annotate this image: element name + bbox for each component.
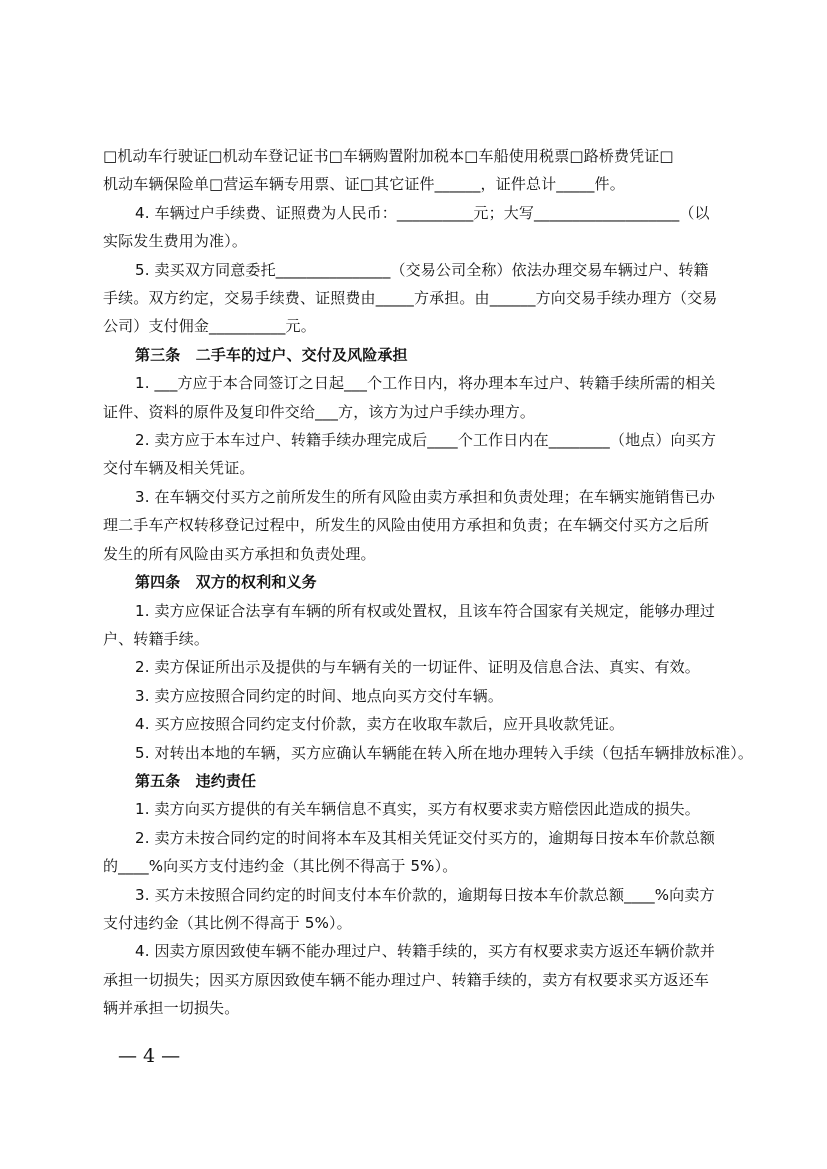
text-line: □机动车行驶证□机动车登记证书□车辆购置附加税本□车船使用税票□路桥费凭证□ <box>103 147 674 165</box>
text-line: 公司）支付佣金__________元。 <box>103 317 316 336</box>
text-line: 5. 卖买双方同意委托_______________（交易公司全称）依法办理交易车辆过户、转籍 <box>135 260 709 279</box>
text-line: 支付违约金（其比例不得高于 5%）。 <box>103 913 352 932</box>
page-number: — 4 — <box>118 1045 181 1067</box>
text-line: 发生的所有风险由买方承担和负责处理。 <box>103 544 376 563</box>
section-heading: 第三条 二手车的过户、交付及风险承担 <box>135 345 408 364</box>
text-line: 2. 卖方未按合同约定的时间将本车及其相关凭证交付买方的，逾期每日按本车价款总额 <box>135 828 716 847</box>
text-line: 证件、资料的原件及复印件交给___方，该方为过户手续办理方。 <box>103 402 536 421</box>
text-line: 手续。双方约定，交易手续费、证照费由_____方承担。由______方向交易手续办理方（交易 <box>103 289 718 308</box>
text-line: 1. 卖方向买方提供的有关车辆信息不真实，买方有权要求卖方赔偿因此造成的损失。 <box>135 800 700 819</box>
text-line: 4. 车辆过户手续费、证照费为人民币：__________元；大写___________________（以 <box>135 203 710 222</box>
text-line: 1. ___方应于本合同签订之日起___个工作日内，将办理本车过户、转籍手续所需的相关 <box>135 374 716 393</box>
section-heading: 第四条 双方的权利和义务 <box>135 573 317 592</box>
text-line: 理二手车产权转移登记过程中，所发生的风险由使用方承担和负责；在车辆交付买方之后所 <box>103 516 710 535</box>
text-line: 1. 卖方应保证合法享有车辆的所有权或处置权，且该车符合国家有关规定，能够办理过 <box>135 601 716 620</box>
text-line: 2. 卖方应于本车过户、转籍手续办理完成后____个工作日内在________（地点）向买方 <box>135 431 716 450</box>
text-line: 3. 在车辆交付买方之前所发生的所有风险由卖方承担和负责处理；在车辆实施销售已办 <box>135 487 716 506</box>
contract-text <box>103 142 754 1023</box>
text-line: 机动车辆保险单□营运车辆专用票、证□其它证件______，证件总计_____件。 <box>103 175 625 194</box>
text-line: 实际发生费用为准）。 <box>103 232 248 251</box>
text-line: 3. 买方未按照合同约定的时间支付本车价款的，逾期每日按本车价款总额____%向卖方 <box>135 885 715 904</box>
text-line: 4. 因卖方原因致使车辆不能办理过户、转籍手续的，买方有权要求卖方返还车辆价款并 <box>135 942 716 961</box>
text-line: 3. 卖方应按照合同约定的时间、地点向买方交付车辆。 <box>135 686 503 705</box>
text-line: 2. 卖方保证所出示及提供的与车辆有关的一切证件、证明及信息合法、真实、有效。 <box>135 658 700 677</box>
text-line: 户、转籍手续。 <box>103 629 210 648</box>
text-line: 承担一切损失；因买方原因致使车辆不能办理过户、转籍手续的，卖方有权要求买方返还车 <box>103 970 710 989</box>
text-line: 交付车辆及相关凭证。 <box>103 459 255 478</box>
section-heading: 第五条 违约责任 <box>135 771 257 790</box>
text-line: 辆并承担一切损失。 <box>103 999 240 1018</box>
text-line: 5. 对转出本地的车辆，买方应确认车辆能在转入所在地办理转入手续（包括车辆排放标准）。 <box>135 743 754 762</box>
text-line: 的____%向买方支付违约金（其比例不得高于 5%）。 <box>103 857 458 876</box>
text-line: 4. 买方应按照合同约定支付价款，卖方在收取车款后，应开具收款凭证。 <box>135 715 625 734</box>
